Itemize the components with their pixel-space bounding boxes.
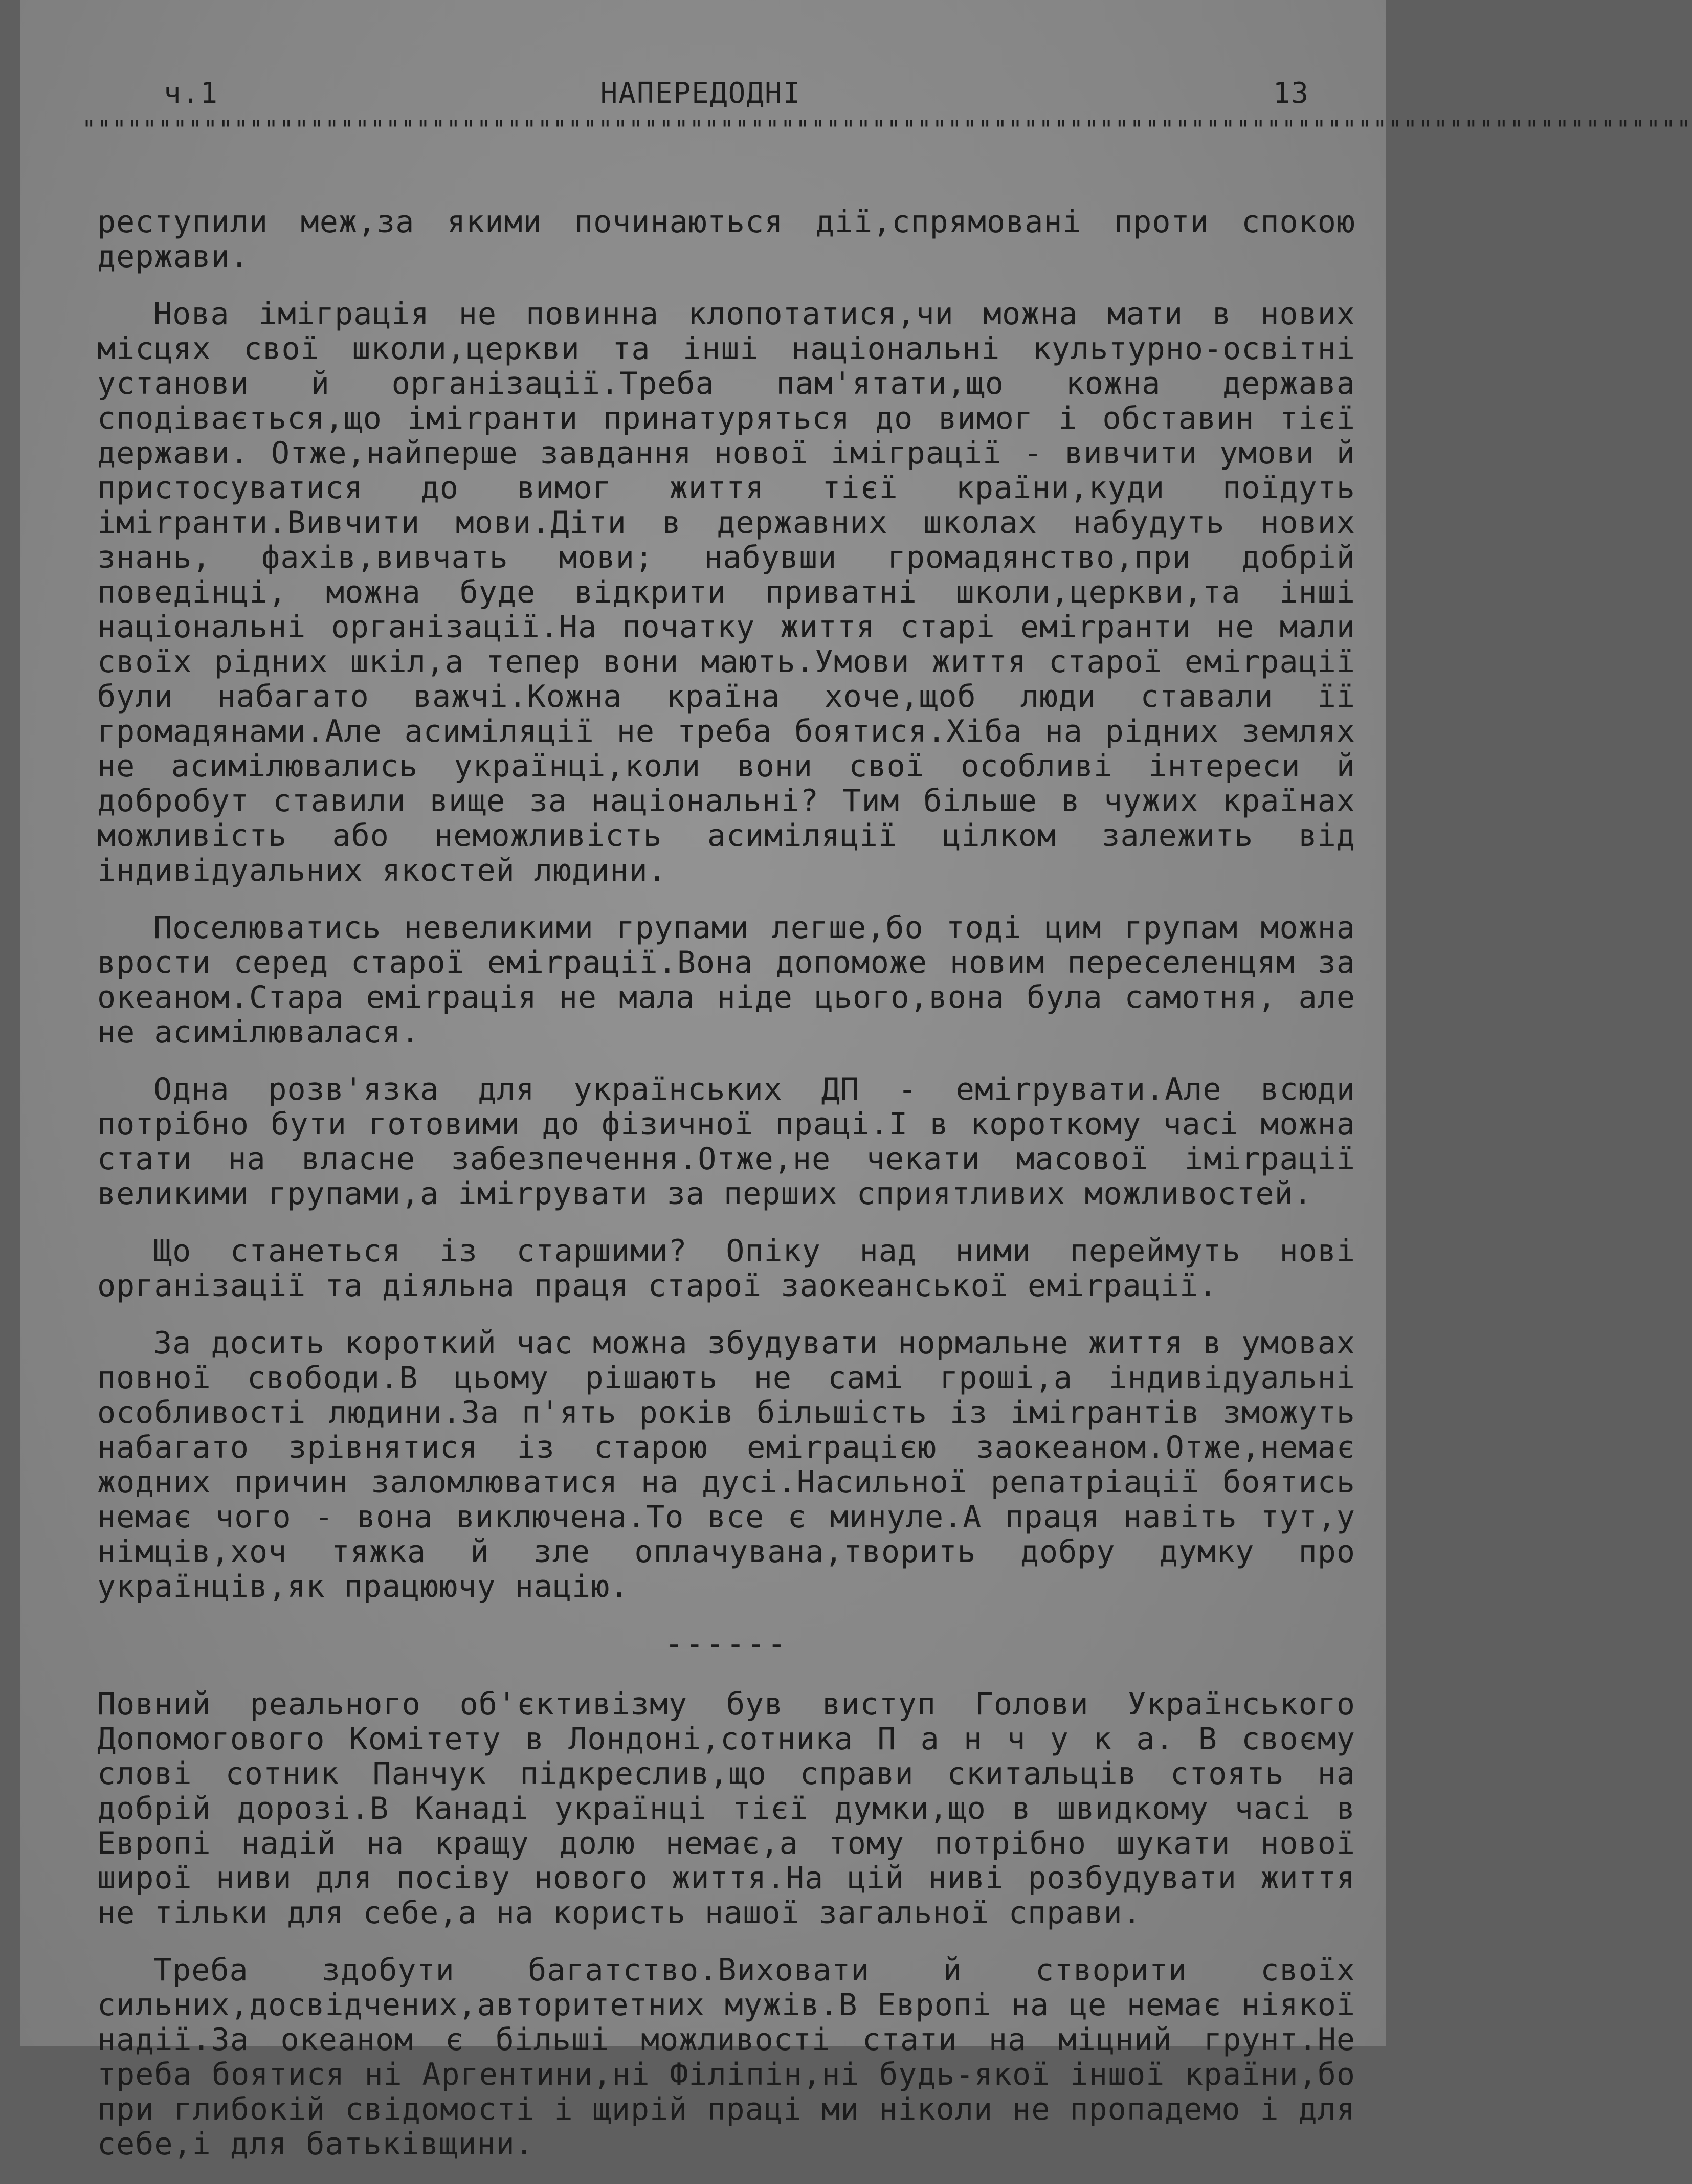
paragraph: Повний реального об'єктивізму був виступ Голови Українського Допомогового Комітету в Лондоні,сотника П а н ч у к а. В своєму слові сотник Панчук підкреслив,що справи скитальців стоять на добрій дорозі.В Канаді українці тієї думки,що в швидкому часі в Европі надій на кращу долю немає,а тому потрібно шукати нової широї ниви для посіву нового життя.На цій ниві розбудувати життя не тільки для себе,а на користь нашої загальної справи.	[97, 1686, 1355, 1931]
part-label: ч.1	[164, 77, 219, 110]
document-body	[97, 205, 1355, 2184]
page-number: 13	[1273, 77, 1309, 110]
document-page	[20, 0, 1692, 2162]
publication-title: НАПЕРЕДОДНІ	[600, 77, 802, 110]
paragraph: Одна розв'язка для українських ДП - еміrрувати.Але всюди потрібно бути готовими до фізичної праці.І в короткому часі можна стати на власне забезпечення.Отже,не чекати масової іміrрації великими групами,а іміrрувати за перших сприятливих можливостей.	[97, 1072, 1355, 1212]
page-header	[82, 77, 1692, 148]
paragraph: Нова імігpація не повинна клопотатися,чи можна мати в нових місцях свої школи,церкви та інші національні культурно-освітні установи й організації.Треба пам'ятати,що кожна держава сподівається,що іміrранти принатуряться до вимог і обставин тієї держави. Отже,найперше завдання нової імігpації - вивчити умови й пристосуватися до вимог життя тієї країни,куди поїдуть іміrранти.Вивчити мови.Діти в державних школах набудуть нових знань, фахів,вивчать мови; набувши громадянство,при добрій поведінці, можна буде відкрити приватні школи,церкви,та інші національні організації.На початку життя старі еміrранти не мали своїх рідних шкіл,а тепер вони мають.Умови життя старої еміrрації були набагато важчі.Кожна країна хоче,щоб люди ставали її громадянами.Але асиміляції не треба боятися.Хіба на рідних землях не асимілювались українці,коли вони свої особливі інтереси й добробут ставили вище за національні? Тим більше в чужих країнах можливість або неможливість асиміляції цілком залежить від індивідуальних якостей людини.	[97, 296, 1355, 888]
paragraph: Поселюватись невеликими групами легше,бо тоді цим групам можна врости серед старої еміrрації.Вона допоможе новим переселенцям за океаном.Стара еміrрація не мала ніде цього,вона була самотня, але не асимілювалася.	[97, 910, 1355, 1050]
paragraph: За досить короткий час можна збудувати нормальне життя в умовах повної свободи.В цьому рішають не самі гроші,а індивідуальні особливості людини.За п'ять років більшість із іміrрантів зможуть набагато зрівнятися із старою еміrрацією заокеаном.Отже,немає жодних причин заломлюватися на дусі.Насильної репатріації боятись немає чого - вона виключена.То все є минуле.А праця навіть тут,у німців,хоч тяжка й зле оплачувана,творить добру думку про українців,як працюючу націю.	[97, 1325, 1355, 1604]
paragraph: Що станеться із старшими? Опіку над ними переймуть нові організації та діяльна праця старої заокеанської еміrрації.	[97, 1233, 1355, 1304]
section-divider: ------	[664, 1626, 788, 1662]
paragraph: Треба здобути багатство.Виховати й створити своїх сильних,досвідчених,авторитетних мужів.В Европі на це немає ніякої надії.За океаном є більші можливості стати на міцний грунт.Не треба боятися ні Аргентини,ні Філіпін,ні будь-якої іншої країни,бо при глибокій свідомості і щирій праці ми ніколи не пропадемо і для себе,і для батьківщини.	[97, 1952, 1355, 2162]
header-rule: """"""""""""""""""""""""""""""""""""""""""""""""""""""""""""""""""""""""""""""""""""""""""""""""""""""""""	[82, 116, 1692, 143]
paragraph: реступили меж,за якими починаються дії,спрямовані проти спокою держави.	[97, 204, 1355, 275]
